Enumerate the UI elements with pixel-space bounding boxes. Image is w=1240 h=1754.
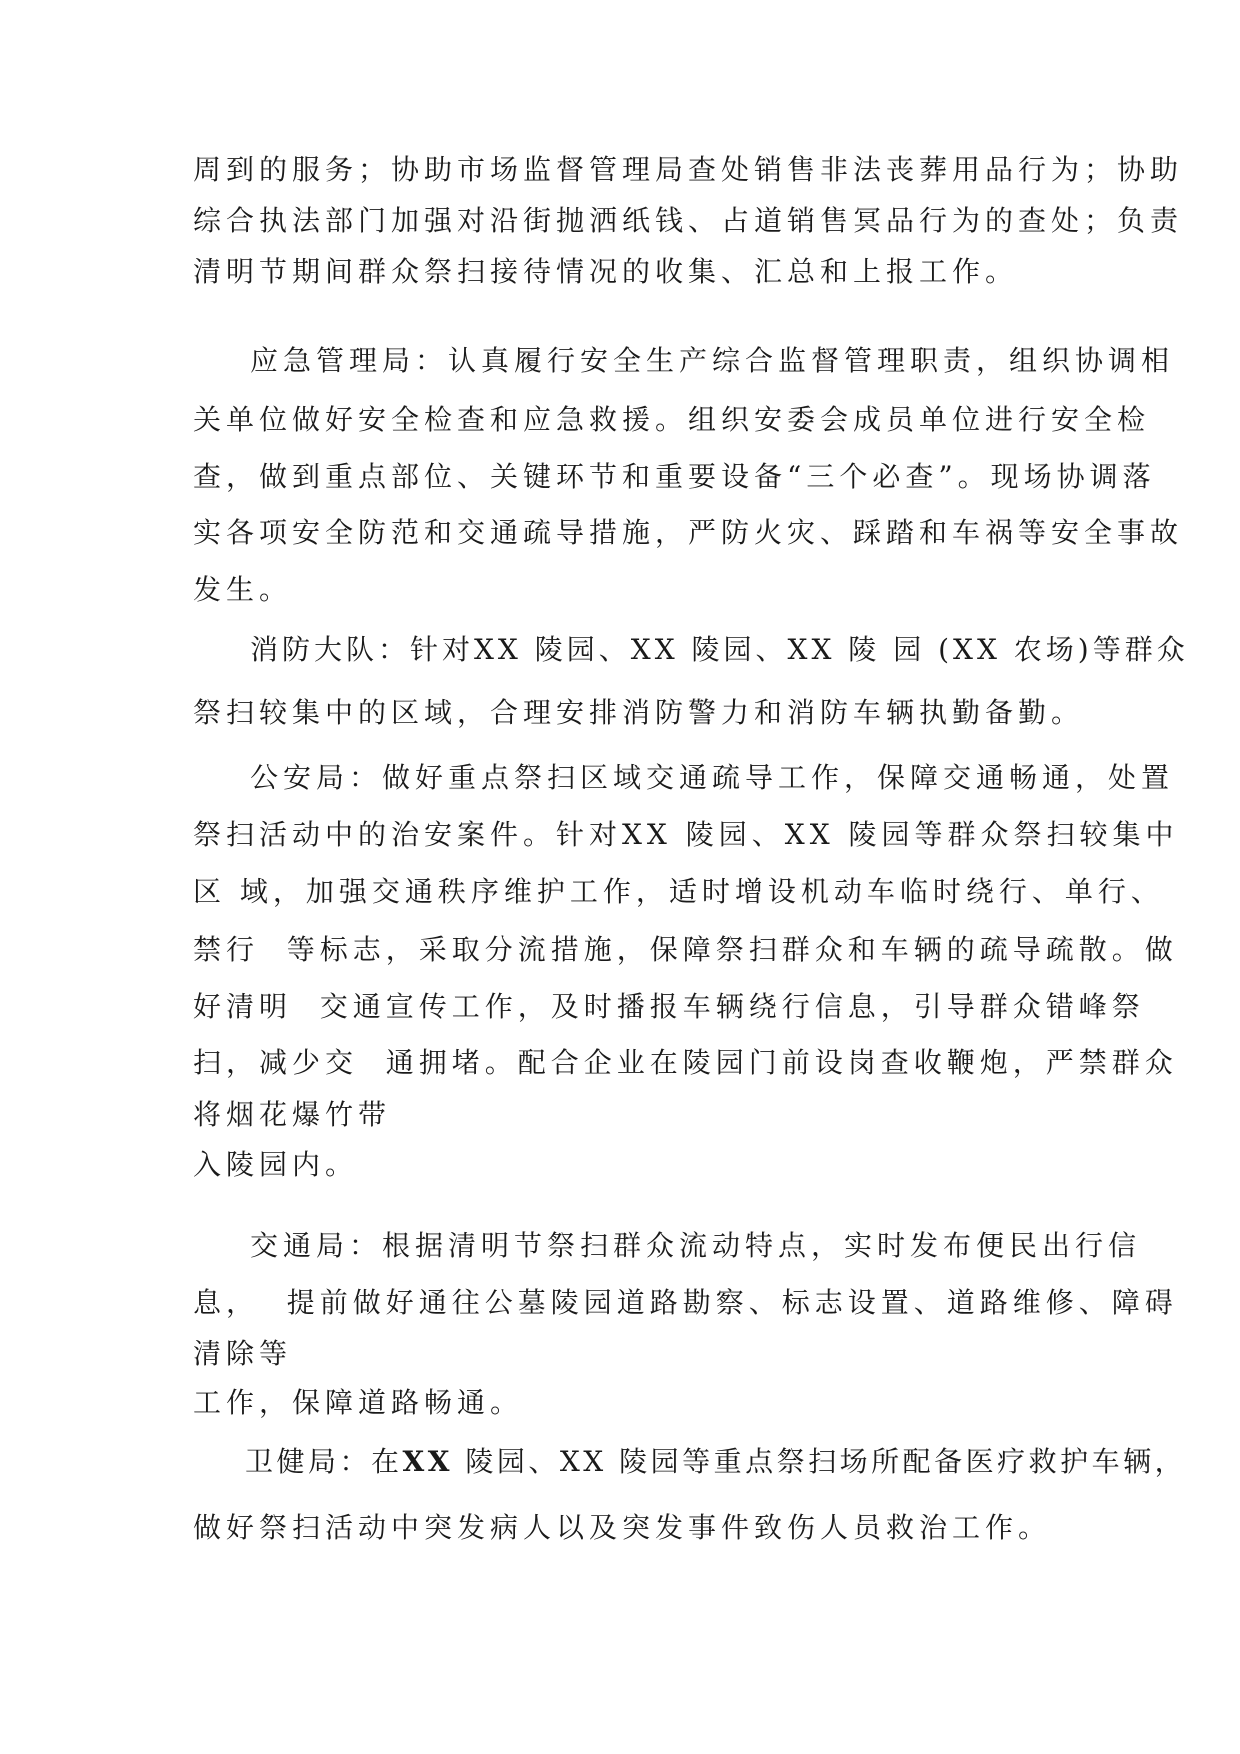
text-segment: 卫健局：在 [245,1445,403,1478]
text-line: 应急管理局：认真履行安全生产综合监督管理职责，组织协调相 [250,344,1175,377]
text-line: 入陵园内。 [193,1148,359,1181]
text-line: 祭扫较集中的区域，合理安排消防警力和消防车辆执勤备勤。 [193,696,1085,729]
text-line: 发生。 [193,573,293,606]
text-line: 将烟花爆竹带 [193,1098,392,1131]
text-line: 区 域，加强交通秩序维护工作，适时增设机动车临时绕行、单行、 [193,875,1164,908]
text-line: 交通局：根据清明节祭扫群众流动特点，实时发布便民出行信 [250,1229,1142,1262]
text-line: 实各项安全防范和交通疏导措施，严防火灾、踩踏和车祸等安全事故 [193,516,1184,549]
text-line: 查，做到重点部位、关键环节和重要设备“三个必查”。现场协调落 [193,460,1156,493]
text-line: 禁行 等标志，采取分流措施，保障祭扫群众和车辆的疏导疏散。做 [193,933,1178,966]
text-line: 祭扫活动中的治安案件。针对XX 陵园、XX 陵园等群众祭扫较集中 [193,818,1179,851]
text-line: 消防大队：针对XX 陵园、XX 陵园、XX 陵 园 (XX 农场)等群众 [250,633,1189,666]
text-line: 做好祭扫活动中突发病人以及突发事件致伤人员救治工作。 [193,1511,1052,1544]
text-line: 息， 提前做好通往公墓陵园道路勘察、标志设置、道路维修、障碍 [193,1286,1178,1319]
text-line: 关单位做好安全检查和应急救援。组织安委会成员单位进行安全检 [193,403,1151,436]
text-line: 清除等 [193,1337,293,1370]
text-segment: 陵园、XX 陵园等重点祭扫场所配备医疗救护车辆， [452,1445,1187,1478]
text-line: 扫，减少交 通拥堵。配合企业在陵园门前设岗查收鞭炮，严禁群众 [193,1046,1178,1079]
text-line: 周到的服务；协助市场监督管理局查处销售非法丧葬用品行为；协助 [193,153,1184,186]
text-line: 综合执法部门加强对沿街抛洒纸钱、占道销售冥品行为的查处；负责 [193,204,1184,237]
text-line: 清明节期间群众祭扫接待情况的收集、汇总和上报工作。 [193,255,1019,288]
text-line [245,1444,1186,1480]
text-line: 工作，保障道路畅通。 [193,1386,524,1419]
text-line: 好清明 交通宣传工作，及时播报车辆绕行信息，引导群众错峰祭 [193,990,1145,1023]
text-segment-bold: XX [402,1445,453,1478]
text-line: 公安局：做好重点祭扫区域交通疏导工作，保障交通畅通，处置 [250,761,1175,794]
